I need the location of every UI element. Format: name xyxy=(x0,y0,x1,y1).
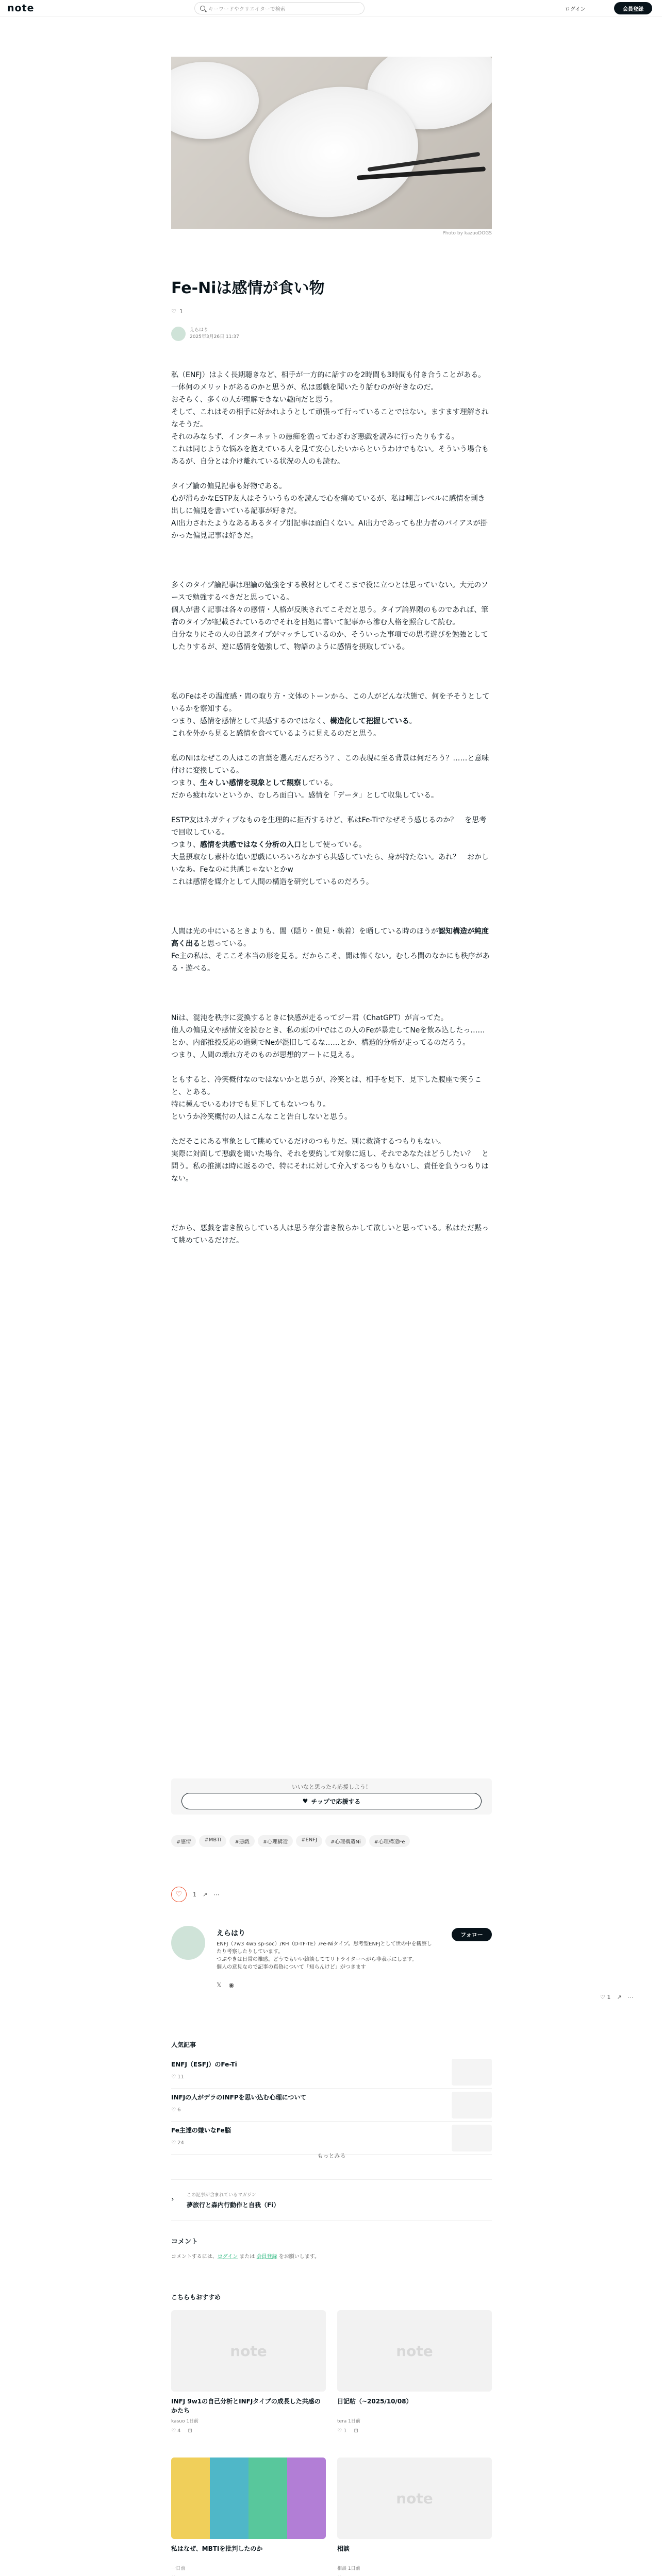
like-button[interactable]: ♡ xyxy=(171,1887,187,1902)
author-avatar xyxy=(171,327,186,341)
share-icon[interactable]: ↗ xyxy=(203,1891,208,1898)
popular-title: 人気記事 xyxy=(171,2041,196,2048)
creator-desc: ENFJ（7w3 4w5 sp-soc）/RH（D-TF-TE）/Fe-Niタイプ。思考型ENFJとして世の中を観察したり考察したりしています。 つぶやきは日常の雑感。どうでもいい雑談しててリトライターへがら非表示にします。 個人の意見なので記事の真偽について「知らんけど」がつきます xyxy=(217,1941,432,1970)
x-icon[interactable]: 𝕏 xyxy=(217,1981,222,1989)
note-logo[interactable]: note xyxy=(7,2,35,14)
article-paragraph: ただそこにある事象として眺めているだけのつもりだ。別に救済するつもりもない。 実際に対面して悪戯を聞いた場合、それを要約して対象に返し、それであなたはどうしたい？ と問う。私の推測は時に返るので、特にそれに対して介入するつもりもないし、責任を負うつもりはない。 xyxy=(171,1138,489,1183)
support-box xyxy=(171,1778,492,1815)
like-count-top: 1 xyxy=(179,308,183,315)
search-icon xyxy=(200,6,205,11)
creator-avatar[interactable] xyxy=(171,1926,205,1960)
tip-label: チップで応援する xyxy=(311,1798,361,1805)
article-paragraph: ESTP友はネガティブなものを生理的に拒否するけど、私はFe-Tiでなぜそう感じるのか？ を思考で回収している。 つまり、感情を共感ではなく分析の入口として使っている。 大量摂取なし素朴な追い悪戯にいろいろなかすら共感していたら、身が持たない。あれ？ おかしいなあ。Feなのに共感じゃないとかw これは感情を媒介として人間の構造を研究しているのだろう。 xyxy=(171,816,489,886)
creator-name[interactable]: えらはり xyxy=(217,1929,245,1938)
recommend-card[interactable] xyxy=(337,2310,492,2434)
popular-item-title: Fe主達の嫌いなFe脳 xyxy=(171,2127,231,2134)
card-thumbnail: note xyxy=(337,2458,492,2539)
article-paragraph: 多くのタイプ論記事は理論の勉強をする教材としてそこまで役に立つとは思っていない。大元のソースで勉強するべきだと思っている。 個人が書く記事は各々の感情・人格が反映されてこそだと思う。タイプ論界隈のものであれば、筆者のタイプが記載されているのでそれを目処に書いて記事から滲む人格を照合して読む。 自分なりにその人の自認タイプがマッチしているのか、そういった事項での思考遊びを勉強としてしたりするが、逆に感情を勉強して、物語のように感情を摂取している。 xyxy=(171,581,489,651)
author-mini[interactable] xyxy=(171,325,326,343)
article-paragraph: Niは、混沌を秩序に変換するときに快感が走るってジー君（ChatGPT）が言ってた。 他人の偏見文や感情文を読むとき、私の頭の中ではこの人のFeが暴走してNeを飲み込したっ……とか、内部推投反応の過剰でNeが混旧してるな……とか、構造的分析が走ってるのだろう。 つまり、人間の壊れ方そのものが思想的アートに見える。 xyxy=(171,1014,485,1059)
side-actions xyxy=(600,1994,634,2001)
tip-button[interactable] xyxy=(181,1793,482,1809)
card-author: kasuo 1日前 xyxy=(171,2419,199,2424)
card-thumbnail xyxy=(171,2458,326,2539)
tag-list xyxy=(171,1835,492,1847)
rss-icon[interactable]: ◉ xyxy=(228,1981,235,1989)
magazine-row[interactable] xyxy=(171,2179,492,2221)
article-paragraph: ともすると、冷笑概付なのではないかと思うが、冷笑とは、相手を見下、見下した腹座で笑うこと、とある。 特に極んでいるわけでも見下してもないつもり。 というか冷笑概付の人はこんなこと告白しないと思う。 xyxy=(171,1076,482,1121)
side-heart-icon[interactable]: ♡ 1 xyxy=(600,1994,611,2001)
popular-item[interactable] xyxy=(171,2089,492,2122)
card-bookmark-icon[interactable]: ⊡ xyxy=(354,2428,358,2434)
recommend-title: こちらもおすすめ xyxy=(171,2294,221,2301)
post-date: 2025年3月26日 11:37 xyxy=(190,334,239,340)
comment-title: コメント xyxy=(171,2238,198,2246)
article-body xyxy=(171,369,492,1259)
article-paragraph: だから、悪戯を書き散らしている人は思う存分書き散らかして欲しいと思っている。私はただ黙って眺めているだけだ。 xyxy=(171,1224,489,1245)
photo-credit[interactable]: Photo by kazuoDOGS xyxy=(442,231,492,236)
card-author: 一日前 xyxy=(171,2566,186,2571)
popular-item-thumb xyxy=(452,2125,492,2151)
like-row xyxy=(171,1887,492,1902)
comment-signup-link[interactable]: 会員登録 xyxy=(256,2254,277,2260)
card-author: 相談 1日前 xyxy=(337,2566,360,2571)
comment-note: コメントするには、ログイン または 会員登録 をお願いします。 xyxy=(171,2254,320,2260)
tag-chip[interactable]: #心理構造 xyxy=(258,1835,293,1847)
more-icon[interactable]: ⋯ xyxy=(213,1891,220,1898)
card-title: INFJ 9w1の自己分析とINFJタイプの成長した共感のかたち xyxy=(171,2398,321,2414)
card-title: 私はなぜ、MBTIを批判したのか xyxy=(171,2545,263,2552)
popular-item-title: INFJの人がデラのINFPを思い込む心理について xyxy=(171,2094,307,2101)
more-link[interactable]: もっとみる xyxy=(317,2153,346,2159)
support-lead: いいなと思ったら応援しよう！ xyxy=(292,1784,371,1790)
article-paragraph: 私のFeはその温度感・間の取り方・文体のトーンから、この人がどんな状態で、何を予そうとしているかを察知する。 つまり、感情を感情として共感するのではなく、構造化して把握している。 これを外から見ると感情を食べているように見えるのだと思う。 xyxy=(171,692,490,738)
tag-chip[interactable]: #ENFJ xyxy=(296,1835,322,1847)
like-top[interactable] xyxy=(171,308,183,315)
side-share-icon[interactable]: ↗ xyxy=(617,1994,622,2001)
tag-chip[interactable]: #心理構造Ni xyxy=(325,1835,366,1847)
popular-item-likes: ♡ 11 xyxy=(171,2074,184,2080)
comment-section xyxy=(171,2236,492,2260)
popular-item[interactable] xyxy=(171,2056,492,2089)
like-count: 1 xyxy=(193,1891,196,1898)
signup-button[interactable]: 会員登録 xyxy=(614,2,652,14)
card-likes[interactable]: ♡ 1 xyxy=(337,2428,347,2434)
article-title: Fe-Niは感情が食い物 xyxy=(171,279,325,297)
article-paragraph: 私のNiはなぜこの人はこの言葉を選んだんだろう？、この表現に至る背景は何だろう？……と意味付けに変換している。 つまり、生々しい感情を現象として観察している。 だから疲れないというか、むしろ面白い。感情を「データ」として収集している。 xyxy=(171,754,489,800)
card-author: tera 1日前 xyxy=(337,2419,360,2424)
card-title: 相談 xyxy=(337,2545,350,2552)
side-more-icon[interactable]: ⋯ xyxy=(627,1994,634,2001)
recommend-card[interactable] xyxy=(337,2458,492,2576)
plate-shape xyxy=(171,62,259,139)
author-name: えらはり xyxy=(190,328,209,333)
comment-login-link[interactable]: ログイン xyxy=(217,2254,238,2260)
card-thumbnail: note xyxy=(337,2310,492,2392)
card-likes[interactable]: ♡ 4 xyxy=(171,2428,181,2434)
creator-card xyxy=(171,1926,492,1993)
article-paragraph: 私（ENFJ）はよく長期聴きなど、相手が一方的に話すのを2時間も3時間も付き合うことがある。一体何のメリットがあるのかと思うが、私は悪戯を聞いたり話むのが好きなのだ。 おそらく、多くの人が理解できない趣向だと思う。 そして、これはその相手に好かれようとして頑張って行っていることではない。ますます理解されなそうだ。 それのみならず、インターネットの愚痴を漁ってわざわざ悪戯を読みに行ったりもする。 これは同じような悩みを抱えている人を見て安心したいからというわけでもない。そういう場合もあるが、自分とは介け離れている状況の人のも読む。 xyxy=(171,371,489,466)
article-paragraph: 人間は光の中にいるときよりも、闇（隠り・偏見・執着）を晒している時のほうが認知構造が純度高く出ると思っている。 Fe主の私は、そここそ本当の形を見る。だからこそ、闇は怖くない。むしろ闇のなかにも秩序がある・遊べる。 xyxy=(171,927,490,973)
popular-item-likes: ♡ 24 xyxy=(171,2140,184,2146)
follow-button[interactable]: フォロー xyxy=(452,1928,492,1941)
card-bookmark-icon[interactable]: ⊡ xyxy=(188,2428,192,2434)
tag-chip[interactable]: #感情 xyxy=(171,1835,196,1847)
popular-item[interactable] xyxy=(171,2122,492,2155)
recommend-card[interactable] xyxy=(171,2310,326,2434)
popular-item-likes: ♡ 6 xyxy=(171,2107,181,2113)
popular-item-thumb xyxy=(452,2092,492,2119)
card-title: 日記帖（~2025/10/08） xyxy=(337,2398,412,2405)
card-thumbnail: note xyxy=(171,2310,326,2392)
chevron-right-icon: › xyxy=(171,2195,174,2204)
login-link[interactable]: ログイン xyxy=(565,6,586,12)
popular-item-thumb xyxy=(452,2059,492,2086)
tag-chip[interactable]: #MBTI xyxy=(199,1835,226,1847)
article-paragraph: タイプ論の偏見記事も好物である。 心が滑らかなESTP友人はそういうものを読んで心を痛めているが、私は嘲言レベルに感情を剥き出しに偏見を書いている記事が好きだ。 AI出力されたようなあるあるタイプ別記事は面白くない。AI出力であっても出力者のバイアスが掛かった偏見記事は好きだ。 xyxy=(171,482,488,540)
tag-chip[interactable]: #心理構造Fe xyxy=(369,1835,410,1847)
popular-item-title: ENFJ（ESFJ）のFe-Ti xyxy=(171,2061,237,2068)
tag-chip[interactable]: #悪戯 xyxy=(229,1835,254,1847)
search-placeholder: キーワードやクリエイターで検索 xyxy=(208,6,286,12)
magazine-label: この記事が含まれているマガジン xyxy=(187,2193,256,2198)
search-box[interactable] xyxy=(194,2,365,14)
magazine-name: 夢旅行と森内行動作と自我（Fi） xyxy=(187,2201,280,2209)
hero-image xyxy=(171,57,492,229)
heart-icon: ♡ xyxy=(171,308,176,315)
recommend-card[interactable] xyxy=(171,2458,326,2576)
tip-icon: ♥ xyxy=(302,1798,308,1805)
site-header xyxy=(0,0,662,16)
